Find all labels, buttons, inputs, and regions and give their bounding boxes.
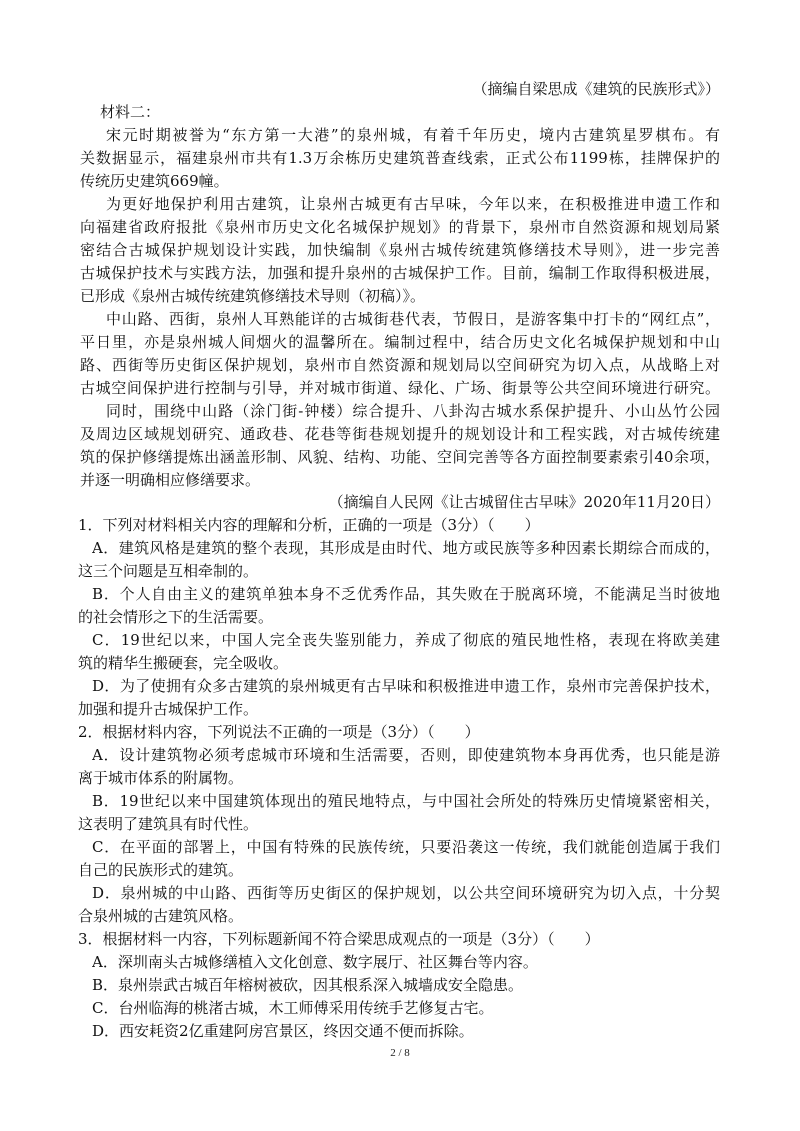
material2-line: 平日里，亦是泉州城人间烟火的温馨所在。编制过程中，结合历史文化名城保护规划和中山 — [80, 333, 720, 351]
material2-heading: 材料二： — [100, 103, 161, 121]
material2-line: 及周边区域规划研究、通政巷、花巷等街巷规划提升的规划设计和工程实践，对古城传统建 — [80, 425, 720, 443]
material2-line: 传统历史建筑669幢。 — [80, 172, 229, 190]
question-1-option-b-cont: 的社会情形之下的生活需要。 — [78, 608, 274, 626]
material2-line: 关数据显示，福建泉州市共有1.3万余栋历史建筑普查线索，正式公布1199栋，挂牌保护的 — [80, 149, 720, 167]
question-2-option-d-cont: 合泉州城的古建筑风格。 — [78, 907, 244, 925]
material2-line: 中山路、西街，泉州人耳熟能详的古城街巷代表，节假日，是游客集中打卡的“网红点”， — [106, 310, 720, 328]
material2-line: 宋元时期被誉为“东方第一大港”的泉州城，有着千年历史，境内古建筑星罗棋布。有 — [106, 126, 720, 144]
question-3-option-b[interactable]: B．泉州崇武古城百年榕树被砍，因其根系深入城墙成安全隐患。 — [92, 976, 524, 994]
question-3-stem: 3．根据材料一内容，下列标题新闻不符合梁思成观点的一项是（3分）（ ） — [78, 930, 600, 948]
question-1-option-a[interactable]: A．建筑风格是建筑的整个表现，其形成是由时代、地方或民族等多种因素长期综合而成的， — [92, 539, 720, 557]
question-2-stem: 2．根据材料内容，下列说法不正确的一项是（3分）（ ） — [78, 723, 480, 741]
question-2-option-a[interactable]: A．设计建筑物必须考虑城市环境和生活需要，否则，即使建筑物本身再优秀，也只能是游 — [92, 746, 720, 764]
question-1-option-a-cont: 这三个问题是互相牵制的。 — [78, 562, 259, 580]
page-number: 2 / 8 — [390, 1047, 410, 1059]
question-3-option-d[interactable]: D．西安耗资2亿重建阿房宫景区，终因交通不便而拆除。 — [92, 1022, 474, 1040]
question-2-option-b[interactable]: B．19世纪以来中国建筑体现出的殖民地特点，与中国社会所处的特殊历史情境紧密相关， — [92, 792, 720, 810]
material1-source: （摘编自梁思成《建筑的民族形式》） — [472, 80, 720, 98]
question-2-option-b-cont: 这表明了建筑具有时代性。 — [78, 815, 259, 833]
material2-line: 为更好地保护利用古建筑，让泉州古城更有古早味，今年以来，在积极推进申遗工作和 — [106, 195, 720, 213]
question-3-option-c[interactable]: C．台州临海的桃渚古城，木工师傅采用传统手艺修复古宅。 — [92, 999, 494, 1017]
material2-line: 并逐一明确相应修缮要求。 — [80, 471, 261, 489]
question-1-option-c[interactable]: C．19世纪以来，中国人完全丧失鉴别能力，养成了彻底的殖民地性格，表现在将欧美建 — [92, 631, 720, 649]
question-1-stem: 1．下列对材料相关内容的理解和分析，正确的一项是（3分）（ ） — [78, 516, 540, 534]
question-2-option-c[interactable]: C．在平面的部署上，中国有特殊的民族传统，只要沿袭这一传统，我们就能创造属于我们 — [92, 838, 720, 856]
material2-line: 已形成《泉州古城传统建筑修缮技术导则（初稿）》。 — [80, 287, 426, 305]
question-1-option-b[interactable]: B．个人自由主义的建筑单独本身不乏优秀作品，其失败在于脱离环境，不能满足当时彼地 — [92, 585, 720, 603]
question-1-option-d[interactable]: D．为了使拥有众多古建筑的泉州城更有古早味和积极推进申遗工作，泉州市完善保护技术， — [92, 677, 720, 695]
material2-line: 古城保护技术与实践方法，加强和提升泉州的古城保护工作。目前，编制工作取得积极进展， — [80, 264, 720, 282]
question-2-option-d[interactable]: D．泉州城的中山路、西街等历史街区的保护规划，以公共空间环境研究为切入点，十分契 — [92, 884, 720, 902]
material2-source: （摘编自人民网《让古城留住古早味》2020年11月20日） — [328, 493, 720, 511]
question-1-option-d-cont: 加强和提升古城保护工作。 — [78, 700, 259, 718]
material2-line: 向福建省政府报批《泉州市历史文化名城保护规划》的背景下，泉州市自然资源和规划局紧 — [80, 218, 720, 236]
material2-line: 同时，围绕中山路（涂门街-钟楼）综合提升、八卦沟古城水系保护提升、小山丛竹公园 — [106, 402, 720, 420]
material2-line: 古城空间保护进行控制与引导，并对城市街道、绿化、广场、街景等公共空间环境进行研究。 — [80, 379, 720, 397]
material2-line: 密结合古城保护规划设计实践，加快编制《泉州古城传统建筑修缮技术导则》，进一步完善 — [80, 241, 720, 259]
material2-line: 路、西街等历史街区保护规划，泉州市自然资源和规划局以空间研究为切入点，从战略上对 — [80, 356, 720, 374]
question-2-option-a-cont: 离于城市体系的附属物。 — [78, 769, 244, 787]
question-1-option-c-cont: 筑的精华生搬硬套，完全吸收。 — [78, 654, 289, 672]
material2-line: 筑的保护修缮提炼出涵盖形制、风貌、结构、功能、空间完善等各方面控制要素索引40余项， — [80, 448, 720, 466]
question-3-option-a[interactable]: A．深圳南头古城修缮植入文化创意、数字展厅、社区舞台等内容。 — [92, 953, 538, 971]
question-2-option-c-cont: 自己的民族形式的建筑。 — [78, 861, 244, 879]
